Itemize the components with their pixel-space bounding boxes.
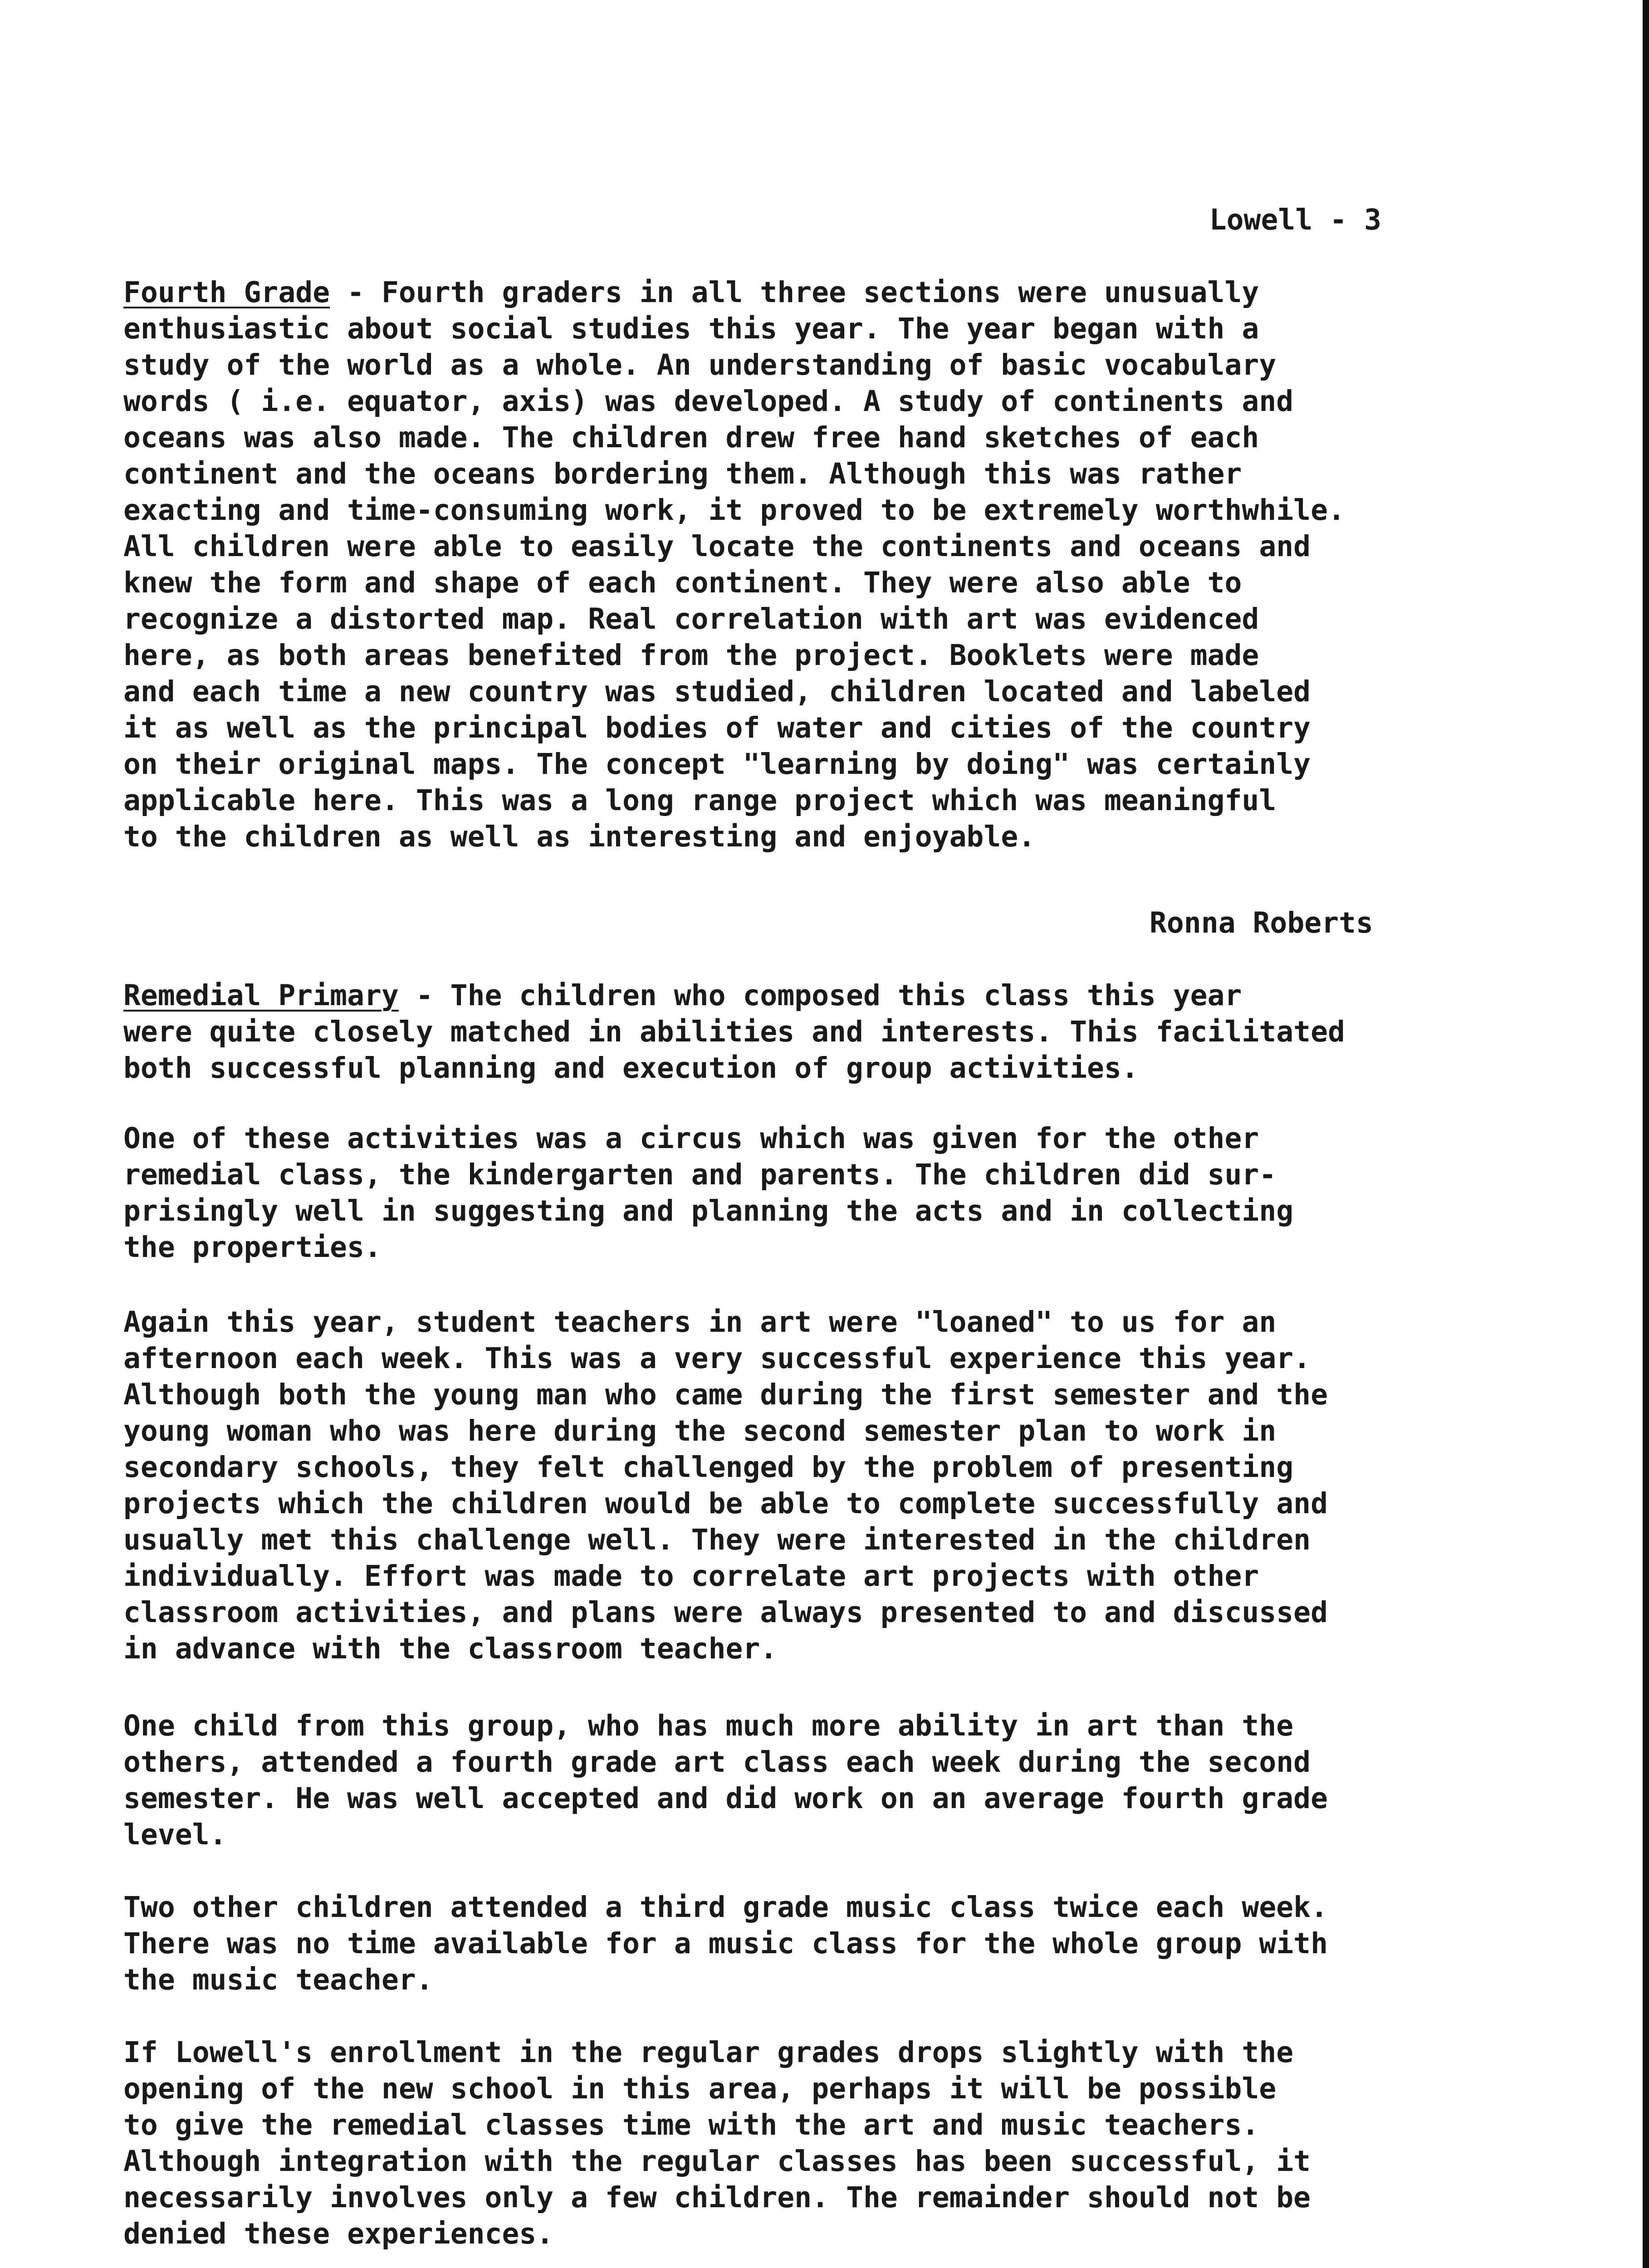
page-header: Lowell - 3 bbox=[1209, 203, 1381, 236]
remedial-line: necessarily involves only a few children. The remainder should not be bbox=[123, 2181, 1311, 2214]
fourth-grade-line: here, as both areas benefited from the project. Booklets were made bbox=[123, 639, 1259, 672]
remedial-line: projects which the children would be able to complete successfully and bbox=[123, 1487, 1328, 1520]
remedial-paragraph-1 bbox=[123, 978, 1530, 1086]
fourth-grade-line: study of the world as a whole. An understanding of basic vocabulary bbox=[123, 348, 1277, 381]
fourth-grade-line: and each time a new country was studied, children located and labeled bbox=[123, 675, 1311, 708]
fourth-grade-line: oceans was also made. The children drew free hand sketches of each bbox=[123, 421, 1259, 454]
remedial-line: to give the remedial classes time with the art and music teachers. bbox=[123, 2108, 1259, 2141]
remedial-line: in advance with the classroom teacher. bbox=[123, 1632, 778, 1665]
remedial-line: If Lowell's enrollment in the regular grades drops slightly with the bbox=[123, 2036, 1294, 2069]
signature: Ronna Roberts bbox=[1149, 906, 1373, 939]
remedial-line: secondary schools, they felt challenged by the problem of presenting bbox=[123, 1451, 1294, 1484]
fourth-grade-line: enthusiastic about social studies this year. The year began with a bbox=[123, 312, 1259, 345]
remedial-line: were quite closely matched in abilities and interests. This facilitated bbox=[123, 1015, 1345, 1048]
fourth-grade-line: recognize a distorted map. Real correlation with art was evidenced bbox=[123, 602, 1259, 635]
remedial-paragraph-6 bbox=[123, 2034, 1530, 2252]
fourth-grade-line: continent and the oceans bordering them. Although this was rather bbox=[123, 457, 1242, 490]
remedial-line: One child from this group, who has much more ability in art than the bbox=[123, 1709, 1294, 1742]
remedial-intro: - The children who composed this class this year bbox=[398, 979, 1242, 1012]
fourth-grade-line: exacting and time-consuming work, it proved to be extremely worthwhile. bbox=[123, 494, 1345, 527]
fourth-grade-intro: - Fourth graders in all three sections were unusually bbox=[330, 276, 1259, 309]
remedial-line: afternoon each week. This was a very successful experience this year. bbox=[123, 1342, 1311, 1375]
remedial-primary-heading: Remedial Primary bbox=[123, 979, 399, 1012]
remedial-line: semester. He was well accepted and did work on an average fourth grade bbox=[123, 1782, 1328, 1815]
remedial-line: the music teacher. bbox=[123, 1963, 433, 1996]
remedial-line: others, attended a fourth grade art class each week during the second bbox=[123, 1745, 1311, 1779]
remedial-line: There was no time available for a music class for the whole group with bbox=[123, 1927, 1328, 1960]
remedial-line: usually met this challenge well. They were interested in the children bbox=[123, 1523, 1311, 1556]
remedial-line: Again this year, student teachers in art were "loaned" to us for an bbox=[123, 1305, 1277, 1339]
remedial-line: the properties. bbox=[123, 1231, 382, 1264]
fourth-grade-line: knew the form and shape of each continent. They were also able to bbox=[123, 566, 1242, 599]
remedial-line: Although integration with the regular classes has been successful, it bbox=[123, 2145, 1311, 2178]
remedial-paragraph-2 bbox=[123, 1120, 1530, 1266]
remedial-line: classroom activities, and plans were always presented to and discussed bbox=[123, 1596, 1328, 1629]
remedial-line: One of these activities was a circus which was given for the other bbox=[123, 1122, 1259, 1155]
fourth-grade-line: to the children as well as interesting and enjoyable. bbox=[123, 820, 1036, 853]
remedial-paragraph-3 bbox=[123, 1304, 1530, 1667]
remedial-line: remedial class, the kindergarten and parents. The children did sur- bbox=[123, 1158, 1277, 1191]
remedial-line-1 bbox=[123, 978, 1530, 1014]
remedial-line: both successful planning and execution of group activities. bbox=[123, 1051, 1139, 1085]
fourth-grade-line: it as well as the principal bodies of water and cities of the country bbox=[123, 711, 1311, 744]
fourth-grade-section bbox=[123, 274, 1530, 855]
remedial-paragraph-5 bbox=[123, 1889, 1530, 1998]
remedial-line: Two other children attended a third grade music class twice each week. bbox=[123, 1891, 1328, 1924]
fourth-grade-line: words ( i.e. equator, axis) was developed. A study of continents and bbox=[123, 385, 1294, 418]
remedial-line: young woman who was here during the second semester plan to work in bbox=[123, 1414, 1277, 1447]
remedial-paragraph-4 bbox=[123, 1708, 1530, 1853]
fourth-grade-line-1 bbox=[123, 274, 1530, 311]
remedial-line: Although both the young man who came during the first semester and the bbox=[123, 1378, 1328, 1411]
scan-edge bbox=[1643, 0, 1649, 2268]
remedial-line: opening of the new school in this area, perhaps it will be possible bbox=[123, 2072, 1277, 2105]
remedial-line: level. bbox=[123, 1818, 227, 1851]
fourth-grade-heading: Fourth Grade bbox=[123, 276, 330, 309]
remedial-line: denied these experiences. bbox=[123, 2217, 554, 2250]
fourth-grade-line: applicable here. This was a long range project which was meaningful bbox=[123, 784, 1277, 817]
remedial-line: prisingly well in suggesting and planning the acts and in collecting bbox=[123, 1194, 1294, 1227]
fourth-grade-line: on their original maps. The concept "learning by doing" was certainly bbox=[123, 748, 1311, 781]
remedial-line: individually. Effort was made to correlate art projects with other bbox=[123, 1559, 1259, 1593]
fourth-grade-line: All children were able to easily locate the continents and oceans and bbox=[123, 530, 1311, 563]
